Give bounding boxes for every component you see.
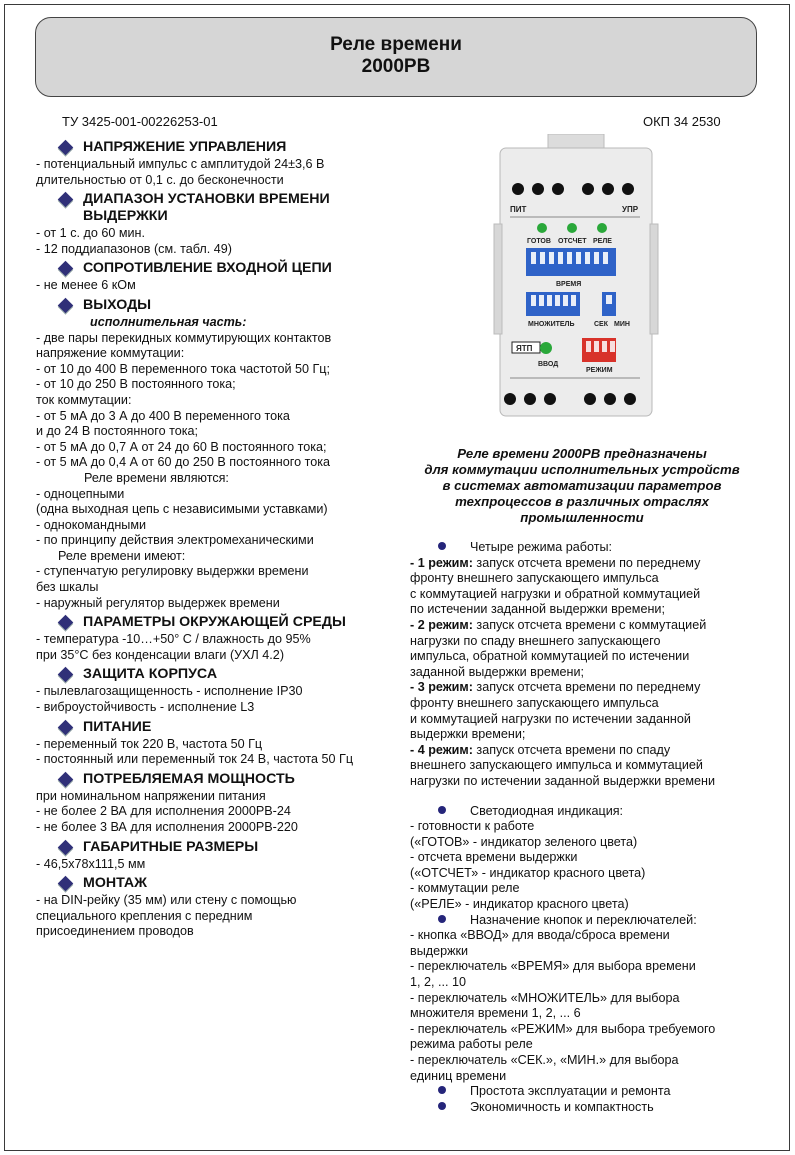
spec-section [36,666,386,715]
diamond-bullet-icon [58,615,74,631]
feature-bullet [410,1100,782,1116]
mode-text: запуск отсчета времени по спаду [472,742,671,757]
round-bullet-icon [438,542,446,550]
section-heading [58,614,386,631]
spec-line: - две пары перекидных коммутирующих контактов [36,330,332,345]
title-line-2: 2000РВ [361,56,431,77]
led-line: («РЕЛЕ» - индикатор красного цвета) [410,897,629,912]
caption-line: для коммутации исполнительных устройств [424,462,740,477]
mode-line: импульса, обратной коммутацией по истечении [410,649,690,664]
caption-line: техпроцессов в различных отраслях [455,494,709,509]
mode-line: внешнего запускающего импульса и коммутацией [410,758,703,773]
mode-text: запуск отсчета времени по переднему [472,555,701,570]
section-title: ГАБАРИТНЫЕ РАЗМЕРЫ [83,838,259,855]
section-title: ДИАПАЗОН УСТАНОВКИ ВРЕМЕНИ ВЫДЕРЖКИ [83,191,330,225]
device-photo [490,134,662,428]
round-bullet-icon [438,806,446,814]
section-heading [58,719,386,736]
led-line: («ГОТОВ» - индикатор зеленого цвета) [410,834,638,849]
mode-line: нагрузки по спаду внешнего запускающего [410,633,661,648]
section-title: ВЫХОДЫ [83,296,152,313]
mode-line: по истечении заданной выдержки времени; [410,602,665,617]
spec-line: (одна выходная цепь с независимыми уставками) [36,502,328,517]
buttons-line: выдержки [410,943,469,958]
caption-line: Реле времени 2000РВ предназначены [457,446,707,461]
diamond-bullet-icon [58,192,74,208]
spec-line: - виброустойчивость - исполнение L3 [36,700,255,715]
brand-text: ЯТП [516,344,533,353]
mode-line [410,556,782,572]
mode-label: - 1 режим: [410,555,473,570]
spec-line: при 35°С без конденсации влаги (УХЛ 4.2) [36,647,285,662]
mode-line: и коммутацией нагрузки по истечении заданной [410,711,691,726]
feature-bullet [410,1084,782,1100]
led-line: - отсчета времени выдержки [410,850,578,865]
okp-number: ОКП 34 2530 [643,114,721,129]
buttons-line: единиц времени [410,1068,507,1083]
label-vvod: ВВОД [538,361,559,368]
round-bullet-icon [438,1086,446,1094]
mode-line [410,743,782,759]
diamond-bullet-icon [58,772,74,788]
led-rele [597,223,607,233]
mode-line: заданной выдержки времени; [410,664,584,679]
spec-line: - не менее 6 кОм [36,278,136,293]
label-min: МИН [614,321,630,328]
spec-line: напряжение коммутации: [36,346,185,361]
spec-line: без шкалы [36,580,99,595]
diamond-bullet-icon [58,719,74,735]
section-heading [58,839,386,856]
diamond-bullet-icon [58,140,74,156]
specs-column [36,137,386,943]
spec-line: - постоянный или переменный ток 24 В, частота 50 Гц [36,752,354,767]
diamond-bullet-icon [58,298,74,314]
buttons-line: - переключатель «РЕЖИМ» для выбора требуемого [410,1021,716,1036]
buttons-title-text: Назначение кнопок и переключателей: [470,912,697,927]
spec-section [36,839,386,873]
led-otschet [567,223,577,233]
section-title: ПОТРЕБЛЯЕМАЯ МОЩНОСТЬ [83,770,295,787]
mode-line [410,680,782,696]
spec-line: Реле времени являются: [84,470,229,485]
mode-line: фронту внешнего запускающего импульса [410,571,659,586]
section-heading [58,771,386,788]
spec-section [36,719,386,768]
spec-line: исполнительная часть: [90,314,247,329]
button-vvod [540,342,552,354]
feature-bullet-text: Экономичность и компактность [470,1099,654,1114]
round-bullet-icon [438,1102,446,1110]
spec-line: длительностью от 0,1 с. до бесконечности [36,172,284,187]
spec-line: - от 5 мА до 0,7 А от 24 до 60 В постоянного тока; [36,439,327,454]
diamond-bullet-icon [58,261,74,277]
led-line: («ОТСЧЕТ» - индикатор красного цвета) [410,865,646,880]
mode-line: выдержки времени; [410,727,526,742]
spec-line: - по принципу действия электромеханическими [36,533,314,548]
mode-label: - 3 режим: [410,680,473,695]
section-heading [58,191,386,225]
spec-line: - от 1 с. до 60 мин. [36,226,145,241]
label-pit: ПИТ [510,205,527,214]
spec-section [36,771,386,836]
spec-line: - наружный регулятор выдержек времени [36,595,280,610]
device-caption [396,446,768,526]
section-title: НАПРЯЖЕНИЕ УПРАВЛЕНИЯ [83,139,287,155]
led-line: - коммутации реле [410,881,520,896]
buttons-line: - переключатель «МНОЖИТЕЛЬ» для выбора [410,990,680,1005]
section-heading [58,139,386,156]
buttons-line: 1, 2, ... 10 [410,975,467,990]
spacer [410,790,782,804]
feature-bullet-text: Простота эксплуатации и ремонта [470,1084,671,1099]
led-title-text: Светодиодная индикация: [470,803,624,818]
led-gotov [537,223,547,233]
spec-line: - 12 поддиапазонов (см. табл. 49) [36,241,232,256]
section-title: ПИТАНИЕ [83,718,152,735]
spec-line: - от 10 до 250 В постоянного тока; [36,377,236,392]
diamond-bullet-icon [58,876,74,892]
spec-line: - не более 3 ВА для исполнения 2000РВ-220 [36,820,298,834]
buttons-line: - кнопка «ВВОД» для ввода/сброса времени [410,928,670,943]
mode-line [410,618,782,634]
mode-label: - 4 режим: [410,742,473,757]
mode-line: нагрузки по истечении заданной выдержки времени [410,773,715,788]
spec-line: при номинальном напряжении питания [36,788,266,803]
spec-line: - не более 2 ВА для исполнения 2000РВ-24 [36,804,291,819]
spec-line: Реле времени имеют: [58,548,186,563]
section-title: СОПРОТИВЛЕНИЕ ВХОДНОЙ ЦЕПИ [83,260,332,277]
section-title: ПАРАМЕТРЫ ОКРУЖАЮЩЕЙ СРЕДЫ [83,614,346,631]
modes-title-text: Четыре режима работы: [470,540,613,554]
spec-line: - от 5 мА до 3 А до 400 В переменного тока [36,408,290,423]
spec-line: присоединением проводов [36,924,194,939]
section-title: ЗАЩИТА КОРПУСА [83,666,218,683]
spec-line: - температура -10…+50° С / влажность до 95% [36,632,311,647]
label-gotov: ГОТОВ [527,238,551,245]
mode-line: с коммутацией нагрузки и обратной коммутацией [410,586,701,601]
mode-label: - 2 режим: [410,617,473,632]
tu-number: ТУ 3425-001-00226253-01 [62,114,218,129]
spec-section [36,139,386,188]
section-heading [58,666,386,683]
spec-section [36,614,386,663]
modes-title [410,540,782,556]
spec-line: - ступенчатую регулировку выдержки времени [36,564,309,579]
led-line: - готовности к работе [410,819,535,834]
diamond-bullet-icon [58,667,74,683]
section-heading [58,260,386,277]
section-heading [58,297,386,314]
label-vremya: ВРЕМЯ [556,281,582,288]
label-mnozhitel: МНОЖИТЕЛЬ [528,321,575,328]
buttons-line: - переключатель «ВРЕМЯ» для выбора времени [410,959,696,974]
buttons-line: множителя времени 1, 2, ... 6 [410,1006,581,1021]
spec-line: и до 24 В постоянного тока; [36,424,199,439]
round-bullet-icon [438,915,446,923]
mode-line: фронту внешнего запускающего импульса [410,695,659,710]
spec-line: - от 10 до 400 В переменного тока частотой 50 Гц; [36,361,331,376]
spec-line: - от 5 мА до 0,4 А от 60 до 250 В постоянного тока [36,455,330,470]
caption-line: промышленности [520,510,644,525]
mode-text: запуск отсчета времени по переднему [472,680,701,695]
spec-line: - переменный ток 220 В, частота 50 Гц [36,736,263,751]
spec-line: - потенциальный импульс с амплитудой 24±3,6 В [36,157,325,171]
label-rezhim: РЕЖИМ [586,367,613,374]
label-upr: УПР [622,205,639,214]
spec-section [36,191,386,257]
spec-section [36,260,386,294]
mode-text: запуск отсчета времени с коммутацией [472,617,707,632]
features-column [410,540,782,1115]
spec-line: - однокомандными [36,517,147,532]
label-sek: СЕК [594,321,608,328]
caption-line: в системах автоматизации параметров [442,478,722,493]
spec-line: - 46,5х78х111,5 мм [36,856,146,871]
spec-section [36,297,386,611]
led-title [410,804,782,820]
buttons-title [410,913,782,929]
buttons-line: режима работы реле [410,1037,533,1052]
spec-line: - на DIN-рейку (35 мм) или стену с помощью [36,893,297,908]
title-line-1: Реле времени [330,34,462,55]
page-title [35,17,757,97]
spec-line: - пылевлагозащищенность - исполнение IP30 [36,684,303,699]
spec-section [36,875,386,940]
label-rele: РЕЛЕ [593,238,612,245]
diamond-bullet-icon [58,839,74,855]
spec-line: специального крепления с передним [36,908,253,923]
label-otschet: ОТСЧЕТ [558,238,587,245]
section-title: МОНТАЖ [83,875,147,892]
buttons-line: - переключатель «СЕК.», «МИН.» для выбора [410,1053,679,1067]
spec-line: ток коммутации: [36,392,132,407]
section-heading [58,875,386,892]
spec-line: - одноцепными [36,486,125,501]
